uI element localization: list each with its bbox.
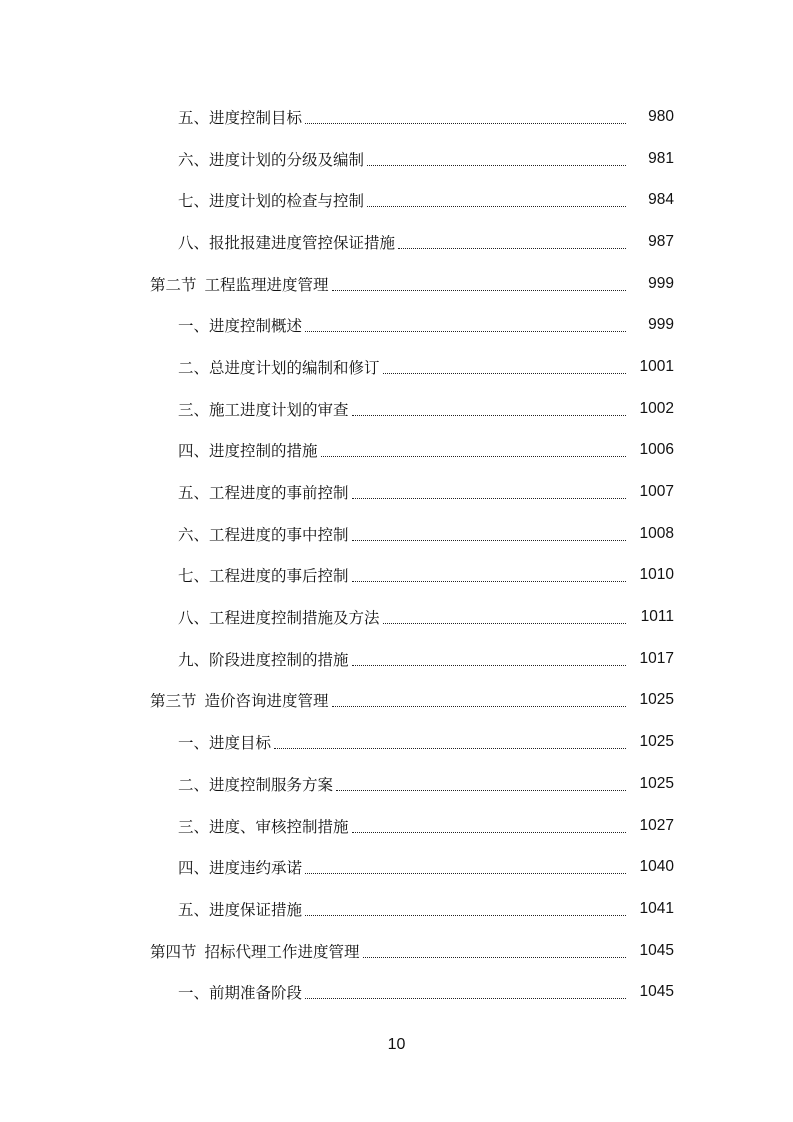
toc-entry[interactable] [0, 471, 793, 513]
toc-section-entry[interactable] [0, 263, 793, 305]
toc-page-number: 1010 [639, 566, 674, 584]
toc-entry-title [178, 398, 349, 420]
dot-leader [274, 747, 626, 749]
toc-page-number: 1007 [639, 483, 674, 501]
toc-entry-title [178, 481, 349, 503]
toc-entry[interactable] [0, 138, 793, 180]
dot-leader [398, 247, 626, 249]
toc-entry-text: 六、工程进度的事中控制 [178, 525, 349, 544]
toc-entry-text: 五、进度控制目标 [178, 108, 303, 127]
toc-entry-text: 七、进度计划的检查与控制 [178, 192, 365, 211]
toc-page-number: 1008 [639, 524, 674, 542]
toc-entry[interactable] [0, 430, 793, 472]
toc-section-entry[interactable] [0, 680, 793, 722]
toc-entry-title [178, 898, 302, 920]
toc-entry[interactable] [0, 846, 793, 888]
toc-page-number: 1017 [639, 649, 674, 667]
dot-leader [352, 497, 626, 499]
toc-entry-text: 三、进度、审核控制措施 [178, 817, 349, 836]
toc-entry-title [150, 940, 360, 962]
toc-entry[interactable] [0, 721, 793, 763]
toc-entry[interactable] [0, 304, 793, 346]
toc-entry-title [178, 106, 302, 128]
toc-entry-text: 四、进度控制的措施 [178, 442, 318, 461]
toc-section-label: 第三节 [150, 692, 197, 711]
toc-entry-text: 六、进度计划的分级及编制 [178, 150, 365, 169]
dot-leader [305, 122, 626, 124]
toc-entry-text: 招标代理工作进度管理 [204, 942, 360, 961]
toc-entry-text: 一、前期准备阶段 [178, 984, 303, 1003]
toc-entry-title [178, 815, 349, 837]
dot-leader [332, 705, 626, 707]
toc-entry-text: 一、进度目标 [178, 734, 272, 753]
page-number: 10 [387, 1036, 406, 1053]
toc-entry[interactable] [0, 346, 793, 388]
toc-entry-text: 三、施工进度计划的审查 [178, 400, 349, 419]
dot-leader [352, 664, 626, 666]
toc-page-number: 1027 [639, 816, 674, 834]
dot-leader [363, 956, 626, 958]
dot-leader [305, 872, 626, 874]
toc-entry[interactable] [0, 96, 793, 138]
toc-page-number: 1025 [639, 774, 674, 792]
dot-leader [383, 372, 626, 374]
toc-section-label: 第四节 [150, 942, 197, 961]
dot-leader [383, 622, 626, 624]
toc-entry-text: 五、进度保证措施 [178, 900, 303, 919]
toc-entry-text: 四、进度违约承诺 [178, 859, 303, 878]
table-of-contents [0, 96, 793, 1013]
dot-leader [352, 580, 626, 582]
toc-entry-title [178, 981, 302, 1003]
toc-entry-title [178, 231, 395, 253]
toc-entry[interactable] [0, 763, 793, 805]
dot-leader [321, 455, 626, 457]
toc-entry-text: 七、工程进度的事后控制 [178, 567, 349, 586]
toc-entry-title [150, 273, 329, 295]
toc-page-number: 999 [648, 316, 674, 334]
toc-entry[interactable] [0, 596, 793, 638]
dot-leader [332, 289, 626, 291]
toc-page-number: 1025 [639, 733, 674, 751]
toc-entry-text: 九、阶段进度控制的措施 [178, 650, 349, 669]
toc-page-number: 1001 [639, 357, 674, 375]
dot-leader [367, 164, 626, 166]
toc-page-number: 1025 [639, 691, 674, 709]
toc-entry-title [178, 648, 349, 670]
toc-entry-title [178, 356, 380, 378]
toc-page-number: 1011 [640, 608, 674, 626]
toc-page-number: 1002 [639, 399, 674, 417]
toc-entry-title [178, 523, 349, 545]
toc-entry-text: 五、工程进度的事前控制 [178, 484, 349, 503]
dot-leader [305, 914, 626, 916]
dot-leader [352, 539, 626, 541]
toc-entry-text: 二、进度控制服务方案 [178, 775, 334, 794]
toc-page-number: 1041 [639, 899, 674, 917]
toc-entry-title [178, 564, 349, 586]
toc-entry-title [178, 856, 302, 878]
toc-page-number: 1040 [639, 858, 674, 876]
toc-entry-title [178, 439, 318, 461]
toc-entry[interactable] [0, 388, 793, 430]
dot-leader [305, 330, 626, 332]
dot-leader [336, 789, 626, 791]
toc-page-number: 1006 [639, 441, 674, 459]
toc-entry-title [178, 606, 380, 628]
toc-entry[interactable] [0, 805, 793, 847]
toc-section-label: 第二节 [150, 275, 197, 294]
toc-page-number: 999 [648, 274, 674, 292]
toc-page-number: 987 [648, 232, 674, 250]
toc-page-number: 1045 [639, 941, 674, 959]
toc-entry-text: 造价咨询进度管理 [204, 692, 329, 711]
toc-page-number: 980 [648, 107, 674, 125]
toc-entry-text: 工程监理进度管理 [204, 275, 329, 294]
toc-entry[interactable] [0, 971, 793, 1013]
toc-entry-title [178, 189, 364, 211]
toc-entry[interactable] [0, 638, 793, 680]
toc-entry-text: 一、进度控制概述 [178, 317, 303, 336]
toc-entry[interactable] [0, 221, 793, 263]
toc-entry-title [178, 148, 364, 170]
dot-leader [352, 414, 626, 416]
toc-page-number: 984 [648, 191, 674, 209]
toc-entry-title [178, 314, 302, 336]
dot-leader [367, 205, 626, 207]
toc-page-number: 1045 [639, 983, 674, 1001]
toc-entry[interactable] [0, 888, 793, 930]
dot-leader [305, 997, 626, 999]
dot-leader [352, 831, 626, 833]
toc-entry[interactable] [0, 513, 793, 555]
toc-entry[interactable] [0, 179, 793, 221]
toc-entry-title [178, 773, 333, 795]
toc-entry-text: 八、报批报建进度管控保证措施 [178, 233, 396, 252]
toc-entry-title [178, 731, 271, 753]
toc-section-entry[interactable] [0, 930, 793, 972]
toc-entry[interactable] [0, 555, 793, 597]
toc-page-number: 981 [648, 149, 674, 167]
toc-entry-title [150, 689, 329, 711]
toc-entry-text: 二、总进度计划的编制和修订 [178, 358, 380, 377]
toc-entry-text: 八、工程进度控制措施及方法 [178, 609, 380, 628]
